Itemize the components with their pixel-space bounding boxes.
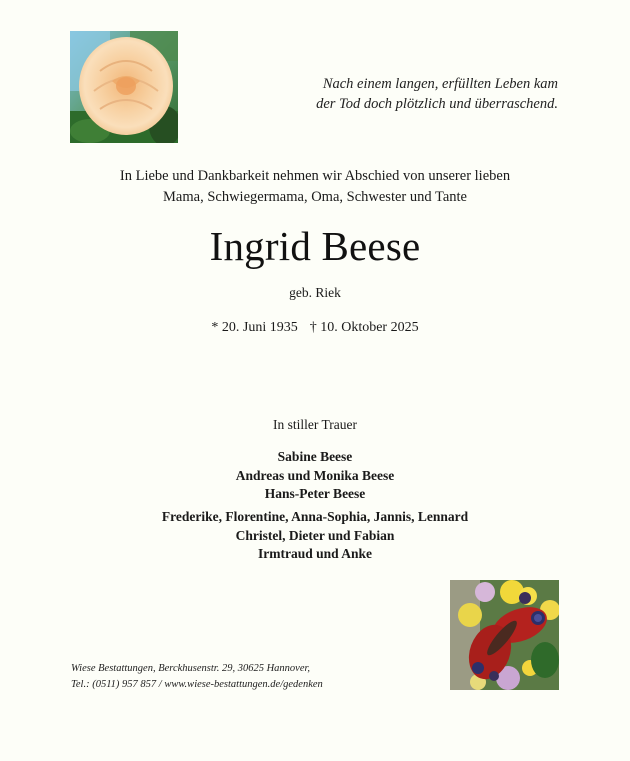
mourner-line: Sabine Beese [277,449,353,464]
footer-address: Wiese Bestattungen, Berckhusenstr. 29, 30625 Hannover, [71,663,311,674]
intro-text [0,166,630,208]
butterfly-image-icon [450,580,559,690]
quote-line-2: der Tod doch plötzlich und überraschend. [316,96,558,112]
birth-date: * 20. Juni 1935 [211,320,298,335]
life-dates [0,318,630,338]
deceased-name: Ingrid Beese [209,223,421,269]
maiden-name: geb. Riek [289,285,341,300]
mourner-line: Christel, Dieter und Fabian [235,527,395,543]
mourning-heading: In stiller Trauer [273,417,357,432]
death-date: † 10. Oktober 2025 [309,320,419,335]
mourner-line: Hans-Peter Beese [264,486,366,501]
funeral-home-info [71,661,323,693]
rose-image-icon [70,31,178,143]
mourners-group-1 [0,448,630,504]
mourner-line: Irmtraud und Anke [257,546,373,561]
mourner-line: Andreas und Monika Beese [235,467,395,483]
footer-contact: Tel.: (0511) 957 857 / www.wiese-bestattungen.de/gedenken [71,679,323,690]
mourner-line: Frederike, Florentine, Anna-Sophia, Jannis, Lennard [161,509,469,524]
rose-photo [70,31,178,143]
quote-text [258,74,558,114]
intro-line-2: Mama, Schwiegermama, Oma, Schwester und Tante [163,189,467,205]
intro-line-1: In Liebe und Dankbarkeit nehmen wir Abschied von unserer lieben [119,168,511,184]
mourners-group-2 [0,508,630,564]
quote-line-1: Nach einem langen, erfüllten Leben kam [322,76,558,92]
butterfly-photo [450,580,559,690]
